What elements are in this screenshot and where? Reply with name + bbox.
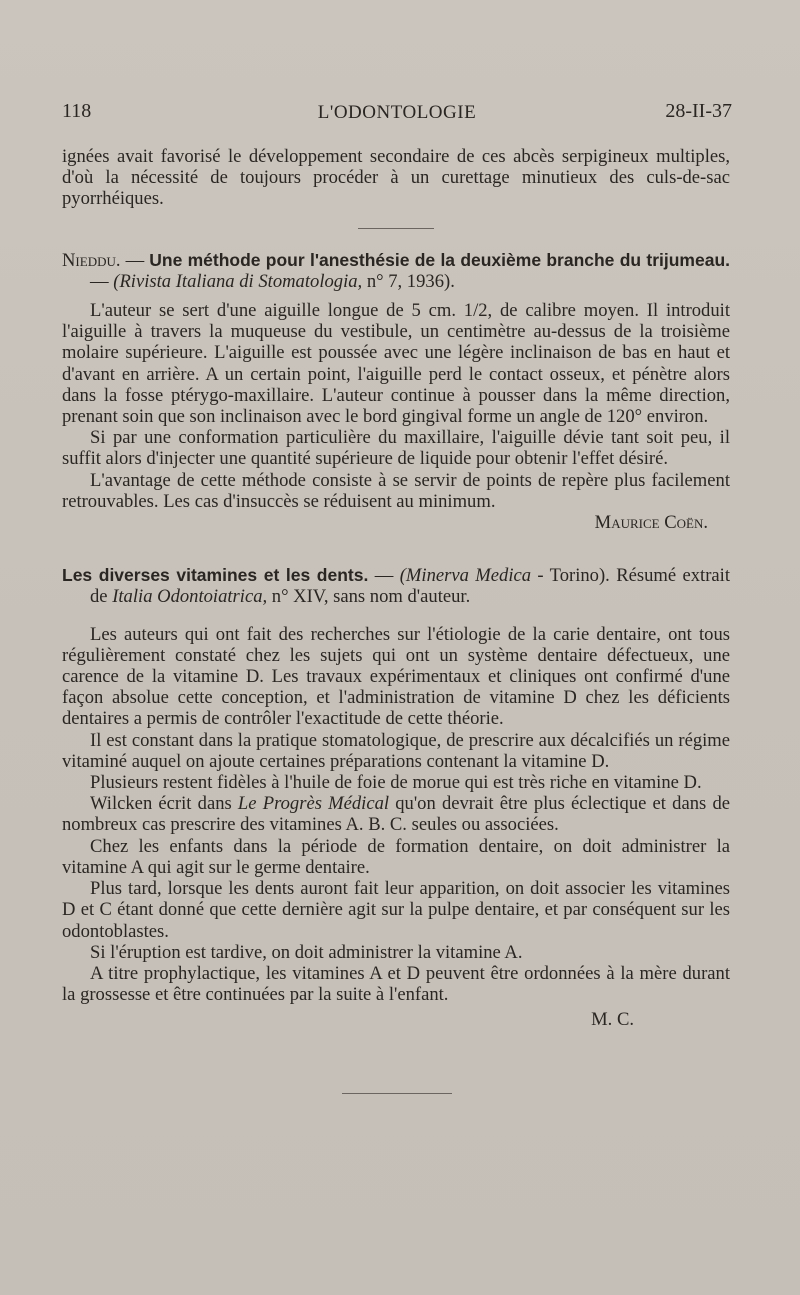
article1-paragraph: L'auteur se sert d'une aiguille longue de 5 cm. 1/2, de calibre moyen. Il introduit l'aiguille à travers la muqueuse du vestibule, un centimètre au-dessus de la troisième molaire supérieure. L'aiguille est poussée avec une légère inclinaison de bas en haut et d'avant en arrière. A un certain point, l'aiguille perd le contact osseux, et pénètre alors dans la fosse ptérygo-maxillaire. L'auteur continue à pousser dans la même direction, prenant soin que son inclinaison avec le bord gingival forme un angle de 120° environ. xyxy=(62,300,730,428)
article2-title: Les diverses vitamines et les dents. xyxy=(62,565,369,586)
issue-date: 28-II-37 xyxy=(665,100,732,122)
article2-paragraph: Plus tard, lorsque les dents auront fait leur apparition, on doit associer les vitamines D et C étant donné que cette dernière agit sur la pulpe dentaire, et par conséquent sur les odontoblastes. xyxy=(62,878,730,942)
article1-signature-text: Maurice Coën. xyxy=(594,512,708,534)
p4-text-b: qu'on devrait être plus éclectique et dans de nombreux cas prescrire des vitamines A. B. C. seules ou associées. xyxy=(62,793,730,836)
article1-ref-dash: — xyxy=(90,270,114,292)
p4-journal-name: Le Progrès Médical xyxy=(237,793,390,815)
page-number: 118 xyxy=(62,100,92,122)
article2-paragraph: Il est constant dans la pratique stomatologique, de prescrire aux décalcifiés un régime vitaminé auquel on ajoute certaines préparations contenant la vitamine D. xyxy=(62,729,730,772)
article1-dash: — xyxy=(120,249,150,271)
article2-source2-tail: n° XIV, sans nom d'auteur. xyxy=(267,586,471,608)
article1-source-tail: n° 7, 1936). xyxy=(362,270,455,292)
article2-dash: — xyxy=(368,565,400,587)
article2-signature: M. C. xyxy=(591,1009,634,1031)
article1-author: Nieddu. xyxy=(62,249,121,271)
intro-paragraph: ignées avait favorisé le développement secondaire de ces abcès serpigineux multiples, d'où la nécessité de toujours procéder à un curettage minutieux des culs-de-sac pyorrhéiques. xyxy=(62,146,730,210)
page-body xyxy=(62,146,730,1031)
article1-signature xyxy=(62,512,730,533)
article1-paragraph: Si par une conformation particulière du maxillaire, l'aiguille dévie tant soit peu, il suffit alors d'injecter une quantité supérieure de liquide pour obtenir l'effet désiré. xyxy=(62,427,730,470)
p4-text-a: Wilcken écrit dans xyxy=(90,793,238,815)
running-header xyxy=(62,100,732,130)
article1-paragraph: L'avantage de cette méthode consiste à se servir de points de repère plus facilement retrouvables. Les cas d'insuccès se réduisent au minimum. xyxy=(62,469,730,512)
article2-paragraph: Si l'éruption est tardive, on doit administrer la vitamine A. xyxy=(90,941,523,963)
end-divider xyxy=(342,1093,452,1094)
article2-paragraph xyxy=(62,793,730,835)
article1-source: (Rivista Italiana di Stomatologia, xyxy=(113,270,363,292)
article2-source-tail: - Torino). Résumé extrait de xyxy=(90,565,730,608)
article2-paragraph: Chez les enfants dans la période de formation dentaire, on doit administrer la vitamine A qui agit sur le germe dentaire. xyxy=(62,835,730,878)
article2-heading xyxy=(62,565,730,607)
article1-title: Une méthode pour l'anesthésie de la deuxième branche du trijumeau. xyxy=(149,249,730,270)
article2-paragraph: Plusieurs restent fidèles à l'huile de foie de morue qui est très riche en vitamine D. xyxy=(90,772,702,794)
article2-source: (Minerva Medica xyxy=(399,565,532,587)
article1-heading xyxy=(62,250,730,292)
article2-paragraph: A titre prophylactique, les vitamines A et D peuvent être ordonnées à la mère durant la grossesse et être continuées par la suite à l'enfant. xyxy=(62,962,730,1006)
journal-title: L'ODONTOLOGIE xyxy=(317,102,477,123)
section-divider xyxy=(358,228,434,229)
article2-source2: Italia Odontoiatrica, xyxy=(112,586,268,608)
article2-paragraph: Les auteurs qui ont fait des recherches sur l'étiologie de la carie dentaire, ont tous régulièrement constaté chez les sujets qui ont un système dentaire défectueux, une carence de la vitamine D. Les travaux expérimentaux et cliniques ont confirmé d'une façon absolue cette conception, et l'administration de vitamine D chez les déficients dentaires a permis de contrôler l'exactitude de cette théorie. xyxy=(62,623,730,730)
